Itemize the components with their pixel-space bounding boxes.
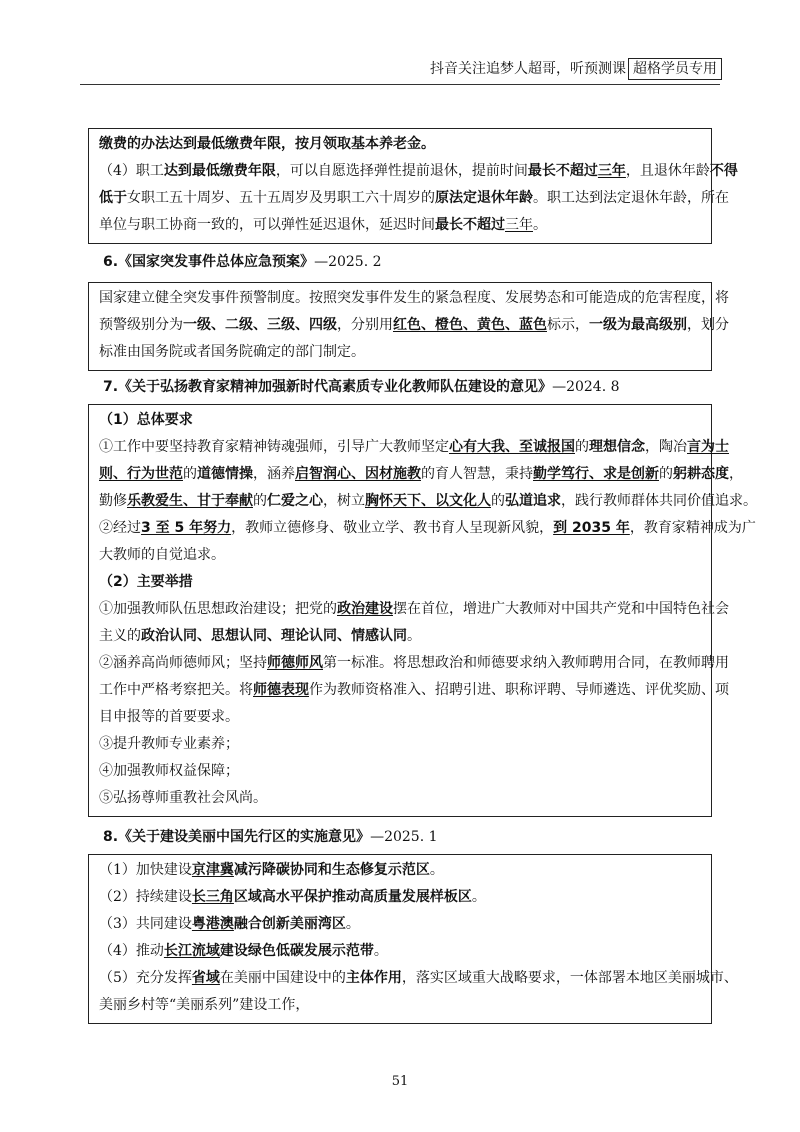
pension-box <box>88 128 738 244</box>
text: 单位与职工协商一致的，可以弹性延迟退休，延迟时间 <box>99 217 435 233</box>
text-bold: 缴费的办法达到最低缴费年限，按月领取基本养老金。 <box>99 136 435 152</box>
text: ，可以自愿选择弹性提前退休，提前时间 <box>275 163 528 179</box>
text-line: （3）共同建设粤港澳融合创新美丽湾区。 <box>99 916 360 932</box>
text: 国家建立健全突发事件预警制度。按照突发事件发生的紧急程度、发展势态和可能造成的危害程度，将 <box>99 290 729 306</box>
text: ，且退休年龄 <box>625 163 710 179</box>
page-header <box>430 58 722 80</box>
text-underlined: 三年 <box>597 163 626 179</box>
text-line: ⑤弘扬尊师重教社会风尚。 <box>99 790 267 806</box>
text-line: （1）总体要求 <box>99 412 193 428</box>
header-stamp: 超格学员专用 <box>628 58 722 80</box>
text-line: ③提升教师专业素养； <box>99 736 239 752</box>
text-line: 主义的政治认同、思想认同、理论认同、情感认同。 <box>99 628 421 644</box>
text-line: ②涵养高尚师德师风；坚持师德师风第一标准。将思想政治和师德要求纳入教师聘用合同，在教师聘用 <box>99 655 729 671</box>
text-line: （2）持续建设长三角区域高水平保护推动高质量发展样板区。 <box>99 889 486 905</box>
emergency-plan-box <box>88 282 729 371</box>
text-line: （5）充分发挥省域在美丽中国建设中的主体作用，落实区域重大战略要求，一体部署本地区美丽城市、 <box>99 970 738 986</box>
text-bold: 达到最低缴费年限 <box>163 163 276 179</box>
text-line: 勤修乐教爱生、甘于奉献的仁爱之心，树立胸怀天下、以文化人的弘道追求，践行教师群体共同价值追求。 <box>99 493 757 509</box>
text-line: ④加强教师权益保障； <box>99 763 239 779</box>
page-number: 51 <box>391 1074 409 1089</box>
text-line: 预警级别分为一级、二级、三级、四级，分别用红色、橙色、黄色、蓝色标示，一级为最高级别，划分 <box>99 317 729 333</box>
text-line: （1）加快建设京津冀减污降碳协同和生态修复示范区。 <box>99 862 444 878</box>
header-text: 抖音关注追梦人超哥，听预测课 <box>430 61 626 77</box>
text: 女职工五十周岁、五十五周岁及男职工六十周岁的 <box>127 190 435 206</box>
text-bold: 最长不超过 <box>527 163 598 179</box>
section-8-title: 8.《关于建设美丽中国先行区的实施意见》—2025. 1 <box>103 829 438 845</box>
text-line: ①工作中要坚持教育家精神铸魂强师，引导广大教师坚定心有大我、至诚报国的理想信念，陶冶言为士 <box>99 439 729 455</box>
text-line: 则、行为世范的道德情操，涵养启智润心、因材施教的育人智慧，秉持勤学笃行、求是创新的躬耕态度， <box>99 466 743 482</box>
section-7-title: 7.《关于弘扬教育家精神加强新时代高素质专业化教师队伍建设的意见》—2024. 8 <box>103 379 620 395</box>
text-bold: 低于 <box>99 190 127 206</box>
text-line: 工作中严格考察把关。将师德表现作为教师资格准入、招聘引进、职称评聘、导师遴选、评优奖励、项 <box>99 682 729 698</box>
teacher-spirit-box <box>88 404 757 817</box>
text-bold: 不得 <box>709 163 738 179</box>
text-line: 目申报等的首要要求。 <box>99 709 239 725</box>
text-line <box>99 285 729 312</box>
text-line <box>99 158 738 185</box>
text: 。 <box>533 217 547 233</box>
text-line <box>99 131 701 158</box>
text-line: （4）推动长江流域建设绿色低碳发展示范带。 <box>99 943 388 959</box>
text-line <box>99 185 729 212</box>
text-underlined: 三年 <box>505 217 533 233</box>
header-rule <box>80 84 720 85</box>
beautiful-china-box <box>88 854 738 1024</box>
text-line: 美丽乡村等“美丽系列”建设工作， <box>99 997 310 1013</box>
text-line: ①加强教师队伍思想政治建设；把党的政治建设摆在首位，增进广大教师对中国共产党和中国特色社会 <box>99 601 729 617</box>
text-bold: 最长不超过 <box>435 217 505 233</box>
text-bold: 原法定退休年龄 <box>435 190 533 206</box>
text-line <box>99 212 701 239</box>
text-line: 标准由国务院或者国务院确定的部门制定。 <box>99 344 365 360</box>
text: 。职工达到法定退休年龄，所在 <box>533 190 729 206</box>
section-6-title: 6.《国家突发事件总体应急预案》—2025. 2 <box>103 254 382 270</box>
text: （4）职工 <box>99 163 164 179</box>
text-line: （2）主要举措 <box>99 574 193 590</box>
text-line: ②经过3 至 5 年努力，教师立德修身、敬业立学、教书育人呈现新风貌，到 2035 年，教育家精神成为广 <box>99 520 756 536</box>
text-line: 大教师的自觉追求。 <box>99 547 225 563</box>
